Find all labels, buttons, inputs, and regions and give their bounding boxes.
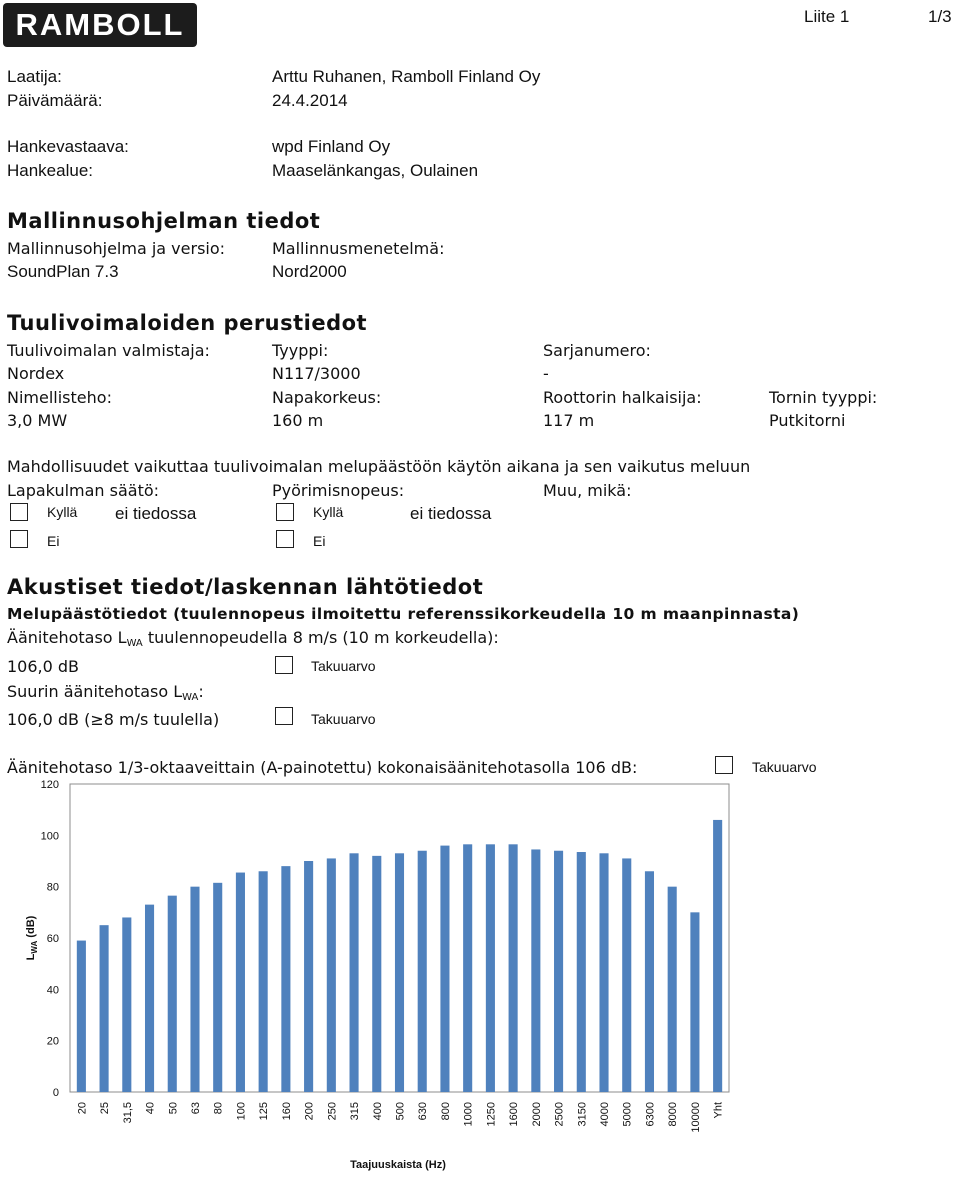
- x-tick-label: 200: [303, 1102, 316, 1121]
- method-value: Nord2000: [272, 262, 347, 281]
- x-tick-label: 4000: [599, 1102, 612, 1127]
- lwa-label: Äänitehotaso $L_{WA}$ tuulennopeudella 8 m/s (10 m korkeudella):: [7, 628, 499, 649]
- x-tick-label: 40: [144, 1102, 157, 1115]
- method-label: Mallinnusmenetelmä:: [272, 239, 445, 258]
- area-value: Maaselänkangas, Oulainen: [272, 161, 479, 180]
- speed-yes-label: Kyllä: [313, 504, 344, 520]
- x-tick-label: 630: [417, 1102, 430, 1121]
- lwa-guarantee-label: Takuuarvo: [311, 658, 376, 674]
- x-tick-label: 6300: [644, 1102, 657, 1127]
- x-tick-label: 160: [280, 1102, 293, 1121]
- y-tick-label: 100: [40, 830, 59, 843]
- octave-guarantee-checkbox[interactable]: [715, 756, 733, 774]
- pitch-no-checkbox[interactable]: [10, 530, 28, 548]
- bar: [645, 871, 654, 1092]
- bar: [327, 858, 336, 1092]
- bar: [304, 861, 313, 1092]
- tower-type-value: Putkitorni: [769, 411, 846, 430]
- bar: [259, 871, 268, 1092]
- x-tick-label: Yht: [712, 1102, 725, 1119]
- bar: [486, 844, 495, 1092]
- bar: [100, 925, 109, 1092]
- x-tick-label: 800: [439, 1102, 452, 1121]
- model-heading: Mallinnusohjelman tiedot: [7, 209, 321, 233]
- pitch-control-label: Lapakulman säätö:: [7, 481, 160, 500]
- max-lwa-value: 106,0 dB (≥8 m/s tuulella): [7, 710, 220, 729]
- bar: [122, 917, 131, 1092]
- x-tick-label: 63: [189, 1102, 202, 1115]
- attachment-label: Liite 1: [804, 7, 850, 26]
- developer-value: wpd Finland Oy: [272, 137, 391, 156]
- x-tick-label: 250: [326, 1102, 339, 1121]
- bar: [599, 853, 608, 1092]
- speed-unknown-label: ei tiedossa: [410, 504, 492, 523]
- acoustic-heading: Akustiset tiedot/laskennan lähtötiedot: [7, 575, 484, 599]
- bar: [463, 844, 472, 1092]
- x-tick-label: 3150: [576, 1102, 589, 1127]
- bar: [554, 851, 563, 1092]
- y-tick-label: 60: [46, 933, 59, 945]
- hub-height-value: 160 m: [272, 411, 324, 430]
- acoustic-subheading: Melupäästötiedot (tuulennopeus ilmoitettu referenssikorkeudella 10 m maanpinnasta): [7, 605, 800, 623]
- pitch-no-label: Ei: [47, 533, 60, 549]
- octave-band-chart: [0, 778, 960, 1188]
- x-tick-label: 1250: [485, 1102, 498, 1127]
- max-guarantee-checkbox[interactable]: [275, 707, 293, 725]
- max-lwa-label: Suurin äänitehotaso $L_{WA}$:: [7, 682, 204, 703]
- bar: [668, 887, 677, 1092]
- bar: [713, 820, 722, 1092]
- speed-yes-checkbox[interactable]: [276, 503, 294, 521]
- bar: [190, 887, 199, 1092]
- bar: [622, 858, 631, 1092]
- turbine-heading: Tuulivoimaloiden perustiedot: [7, 311, 368, 335]
- y-tick-label: 80: [46, 881, 59, 894]
- x-tick-label: 2500: [553, 1102, 566, 1127]
- type-label: Tyyppi:: [272, 341, 329, 360]
- x-axis-title: Taajuuskaista (Hz): [350, 1159, 446, 1171]
- author-label: Laatija:: [7, 67, 62, 86]
- rotor-diameter-value: 117 m: [543, 411, 595, 430]
- rotation-speed-label: Pyörimisnopeus:: [272, 481, 405, 500]
- rotor-diameter-label: Roottorin halkaisija:: [543, 388, 702, 407]
- bar: [395, 853, 404, 1092]
- x-tick-label: 31,5: [121, 1102, 134, 1124]
- x-tick-label: 10000: [689, 1102, 702, 1133]
- author-value: Arttu Ruhanen, Ramboll Finland Oy: [272, 67, 541, 86]
- program-label: Mallinnusohjelma ja versio:: [7, 239, 226, 258]
- x-tick-label: 2000: [530, 1102, 543, 1127]
- control-intro: Mahdollisuudet vaikuttaa tuulivoimalan melupäästöön käytön aikana ja sen vaikutus meluun: [7, 457, 751, 476]
- x-tick-label: 315: [349, 1102, 362, 1121]
- x-tick-label: 20: [76, 1102, 89, 1115]
- program-value: SoundPlan 7.3: [7, 262, 119, 281]
- power-label: Nimellisteho:: [7, 388, 112, 407]
- bar: [77, 941, 86, 1092]
- serial-label: Sarjanumero:: [543, 341, 651, 360]
- bar: [145, 905, 154, 1092]
- x-tick-label: 400: [371, 1102, 384, 1121]
- x-tick-label: 80: [212, 1102, 225, 1115]
- lwa-guarantee-checkbox[interactable]: [275, 656, 293, 674]
- x-tick-label: 5000: [621, 1102, 634, 1127]
- tower-type-label: Tornin tyyppi:: [769, 388, 878, 407]
- manufacturer-label: Tuulivoimalan valmistaja:: [7, 341, 210, 360]
- page-number: 1/3: [928, 7, 952, 26]
- y-axis-title: $L_{WA}$ (dB): [25, 915, 39, 961]
- bar: [372, 856, 381, 1092]
- x-tick-label: 1000: [462, 1102, 475, 1127]
- bar: [509, 844, 518, 1092]
- speed-no-checkbox[interactable]: [276, 530, 294, 548]
- y-tick-label: 120: [40, 779, 59, 791]
- y-tick-label: 0: [52, 1087, 59, 1099]
- y-tick-label: 40: [46, 984, 59, 997]
- y-tick-label: 20: [46, 1035, 59, 1048]
- x-tick-label: 8000: [667, 1102, 680, 1127]
- power-value: 3,0 MW: [7, 411, 68, 430]
- octave-guarantee-label: Takuuarvo: [752, 759, 817, 775]
- x-tick-label: 50: [167, 1102, 180, 1115]
- speed-no-label: Ei: [313, 533, 326, 549]
- max-guarantee-label: Takuuarvo: [311, 711, 376, 727]
- bar: [236, 873, 245, 1092]
- x-tick-label: 100: [235, 1102, 248, 1121]
- bar: [213, 883, 222, 1092]
- hub-height-label: Napakorkeus:: [272, 388, 382, 407]
- bar: [577, 852, 586, 1092]
- type-value: N117/3000: [272, 364, 361, 383]
- bar: [440, 846, 449, 1092]
- date-value: 24.4.2014: [272, 91, 348, 110]
- bar: [350, 853, 359, 1092]
- manufacturer-value: Nordex: [7, 364, 65, 383]
- lwa-value: 106,0 dB: [7, 657, 80, 676]
- octave-label: Äänitehotaso 1/3-oktaaveittain (A-painotettu) kokonaisäänitehotasolla 106 dB:: [7, 758, 638, 777]
- pitch-yes-label: Kyllä: [47, 504, 78, 520]
- serial-value: -: [543, 364, 549, 383]
- other-label: Muu, mikä:: [543, 481, 632, 500]
- date-label: Päivämäärä:: [7, 91, 103, 110]
- bar: [168, 896, 177, 1092]
- pitch-unknown-label: ei tiedossa: [115, 504, 197, 523]
- bar: [281, 866, 290, 1092]
- developer-label: Hankevastaava:: [7, 137, 129, 156]
- bar: [418, 851, 427, 1092]
- area-label: Hankealue:: [7, 161, 94, 180]
- bar: [690, 912, 699, 1092]
- x-tick-label: 500: [394, 1102, 407, 1121]
- x-tick-label: 125: [258, 1102, 271, 1121]
- pitch-yes-checkbox[interactable]: [10, 503, 28, 521]
- x-tick-label: 25: [99, 1102, 112, 1115]
- x-tick-label: 1600: [508, 1102, 521, 1127]
- bar: [531, 849, 540, 1092]
- ramboll-logo: RAMBOLL: [3, 3, 197, 47]
